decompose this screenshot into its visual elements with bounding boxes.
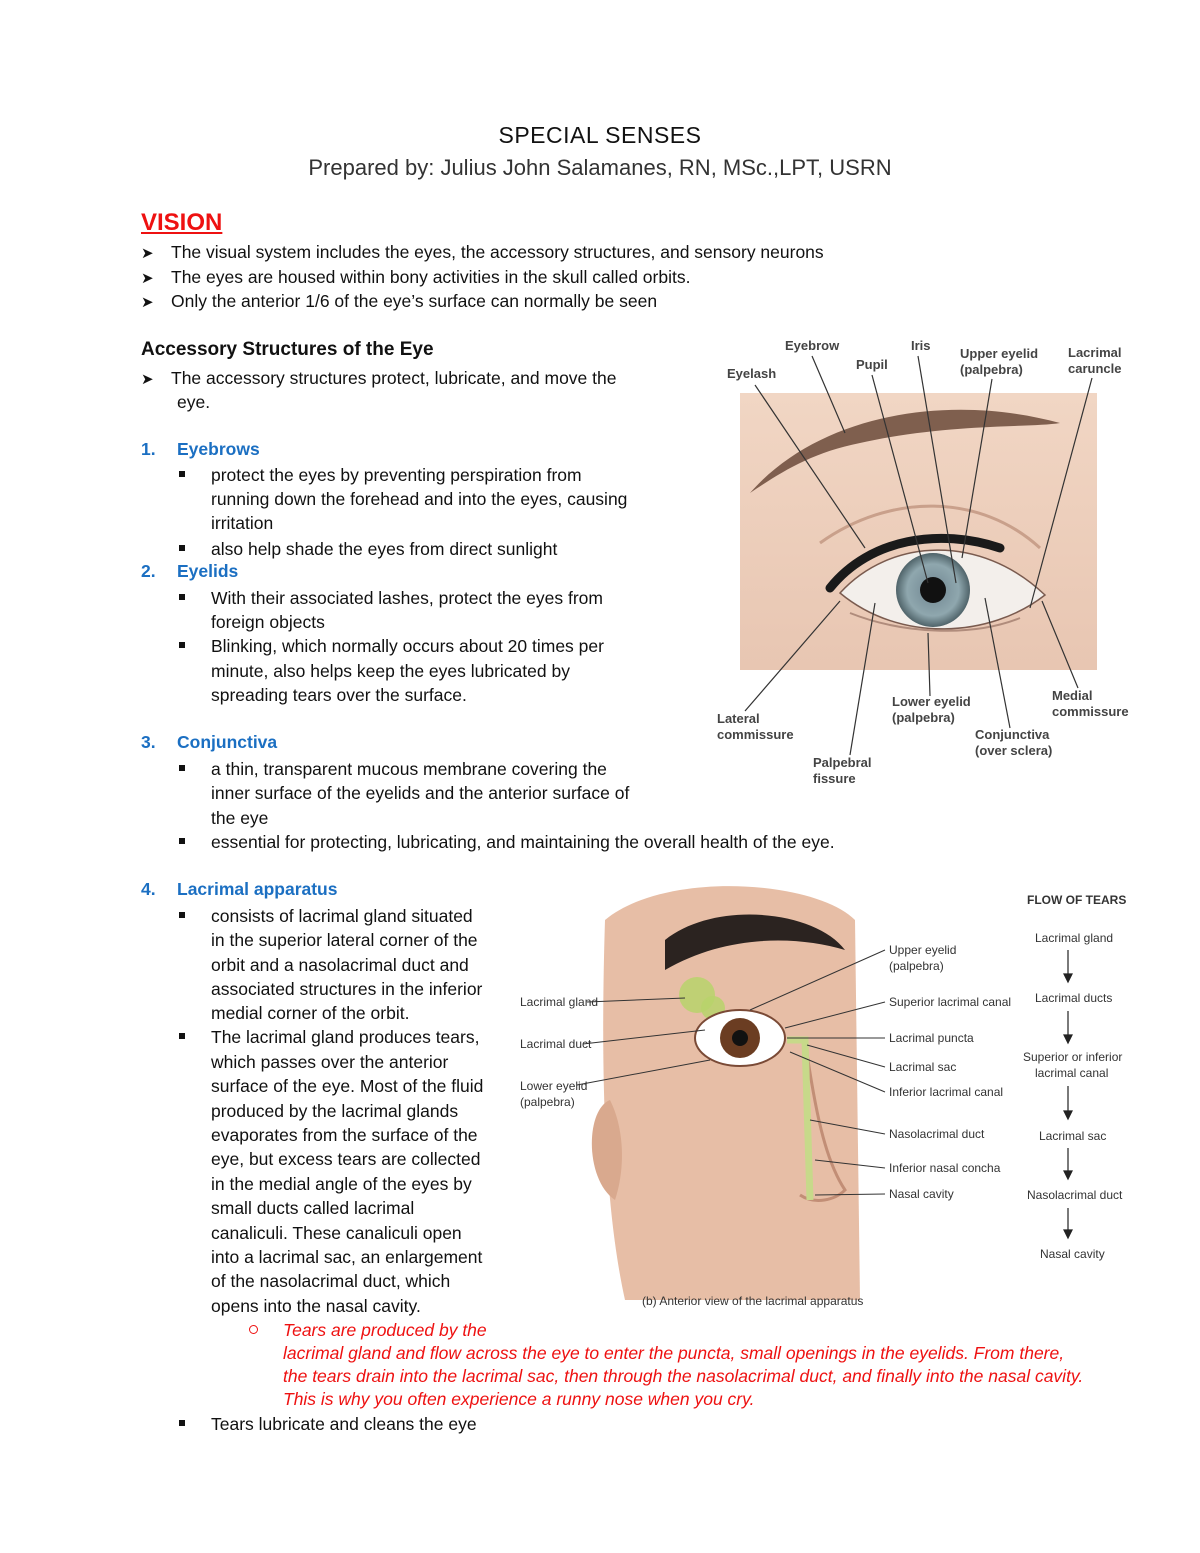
eye-diagram bbox=[700, 333, 1140, 793]
label-upper-eyelid: Upper eyelid bbox=[960, 346, 1039, 361]
text-line: medial corner of the orbit. bbox=[211, 1003, 410, 1023]
label-puncta: Lacrimal puncta bbox=[889, 1031, 974, 1045]
label-lacrimal-caruncle: Lacrimal bbox=[1068, 345, 1122, 360]
text-line: minute, also helps keep the eyes lubricated by bbox=[211, 661, 570, 681]
svg-text:(palpebra): (palpebra) bbox=[960, 362, 1023, 377]
flow-step: Lacrimal gland bbox=[1035, 931, 1114, 945]
square-bullet-icon bbox=[179, 642, 185, 648]
svg-text:commissure: commissure bbox=[1052, 704, 1129, 719]
lacrimal-diagram bbox=[515, 880, 1127, 1320]
svg-text:(palpebra): (palpebra) bbox=[892, 710, 955, 725]
label-palpebral-fissure: Palpebral bbox=[813, 755, 872, 770]
text-line: evaporates from the surface of the bbox=[211, 1125, 478, 1145]
text-line: associated structures in the inferior bbox=[211, 979, 483, 999]
svg-text:(palpebra): (palpebra) bbox=[889, 959, 944, 973]
text-line: which passes over the anterior bbox=[211, 1052, 449, 1072]
down-arrow-icon bbox=[1064, 1111, 1072, 1119]
text-line: a thin, transparent mucous membrane covering the bbox=[211, 759, 607, 779]
note-line: Tears are produced by the bbox=[283, 1320, 487, 1340]
svg-text:caruncle: caruncle bbox=[1068, 361, 1122, 376]
label-lacrimal-duct: Lacrimal duct bbox=[520, 1037, 592, 1051]
svg-text:commissure: commissure bbox=[717, 727, 794, 742]
svg-text:lacrimal canal: lacrimal canal bbox=[1035, 1066, 1109, 1080]
text-line: small ducts called lacrimal bbox=[211, 1198, 415, 1218]
eyebrows-heading: 1. Eyebrows bbox=[141, 439, 260, 459]
svg-text:fissure: fissure bbox=[813, 771, 856, 786]
figure-caption: (b) Anterior view of the lacrimal apparatus bbox=[642, 1294, 864, 1308]
flow-step: Nasolacrimal duct bbox=[1027, 1188, 1123, 1202]
label-lacrimal-gland: Lacrimal gland bbox=[520, 995, 599, 1009]
label-medial-commissure: Medial bbox=[1052, 688, 1093, 703]
label-lacrimal-sac: Lacrimal sac bbox=[889, 1060, 957, 1074]
text-line: foreign objects bbox=[211, 612, 325, 632]
text-line: into a lacrimal sac, an enlargement bbox=[211, 1247, 483, 1267]
label-lower-eyelid: Lower eyelid bbox=[520, 1079, 588, 1093]
square-bullet-icon bbox=[179, 1033, 185, 1039]
label-upper-eyelid: Upper eyelid bbox=[889, 943, 957, 957]
arrow-bullet-icon: ➤ bbox=[141, 245, 154, 262]
text-line: in the superior lateral corner of the bbox=[211, 930, 478, 950]
note-line: the tears drain into the lacrimal sac, then through the nasolacrimal duct, and finally into the nasal cavity. bbox=[283, 1366, 1084, 1386]
square-bullet-icon bbox=[179, 594, 185, 600]
text-line: produced by the lacrimal glands bbox=[211, 1101, 459, 1121]
svg-text:(palpebra): (palpebra) bbox=[520, 1095, 575, 1109]
square-bullet-icon bbox=[179, 471, 185, 477]
label-nasal-concha: Inferior nasal concha bbox=[889, 1161, 1001, 1175]
text-line: consists of lacrimal gland situated bbox=[211, 906, 473, 926]
label-eyelash: Eyelash bbox=[727, 366, 777, 381]
flow-step: Lacrimal sac bbox=[1039, 1129, 1107, 1143]
flow-step: Nasal cavity bbox=[1040, 1247, 1105, 1261]
label-nasal-cavity: Nasal cavity bbox=[889, 1187, 954, 1201]
pupil-shape bbox=[920, 577, 946, 603]
flow-step: Superior or inferior bbox=[1023, 1050, 1123, 1064]
text-line: eye, but excess tears are collected bbox=[211, 1149, 481, 1169]
square-bullet-icon bbox=[179, 765, 185, 771]
text-line: Blinking, which normally occurs about 20 times per bbox=[211, 636, 604, 656]
text-line: in the medial angle of the eyes by bbox=[211, 1174, 472, 1194]
label-lateral-commissure: Lateral bbox=[717, 711, 760, 726]
text-line: the eye bbox=[211, 808, 269, 828]
circle-bullet-icon bbox=[249, 1325, 258, 1334]
down-arrow-icon bbox=[1064, 1171, 1072, 1179]
page-title: SPECIAL SENSES bbox=[498, 122, 702, 148]
vision-bullet: ➤ The visual system includes the eyes, the accessory structures, and sensory neurons bbox=[141, 240, 824, 266]
section-heading: Accessory Structures of the Eye bbox=[141, 339, 434, 360]
text-line: orbit and a nasolacrimal duct and bbox=[211, 955, 469, 975]
arrow-bullet-icon: ➤ bbox=[141, 294, 154, 311]
text-line: spreading tears over the surface. bbox=[211, 685, 467, 705]
square-bullet-icon bbox=[179, 1420, 185, 1426]
text-line: opens into the nasal cavity. bbox=[211, 1296, 421, 1316]
page-subtitle: Prepared by: Julius John Salamanes, RN, MSc.,LPT, USRN bbox=[308, 155, 892, 180]
square-bullet-icon bbox=[179, 545, 185, 551]
svg-text:(over sclera): (over sclera) bbox=[975, 743, 1053, 758]
vision-heading: VISION bbox=[141, 209, 223, 236]
flow-step: Lacrimal ducts bbox=[1035, 991, 1113, 1005]
text-line: With their associated lashes, protect the eyes from bbox=[211, 588, 603, 608]
note-line: This is why you often experience a runny nose when you cry. bbox=[283, 1389, 755, 1409]
text-line: running down the forehead and into the eyes, causing bbox=[211, 489, 628, 509]
label-nasolacrimal-duct: Nasolacrimal duct bbox=[889, 1127, 985, 1141]
arrow-bullet-icon: ➤ bbox=[141, 270, 154, 287]
label-lower-eyelid: Lower eyelid bbox=[892, 694, 971, 709]
label-eyebrow: Eyebrow bbox=[785, 338, 840, 353]
flow-title: FLOW OF TEARS bbox=[1027, 893, 1127, 907]
text-line: protect the eyes by preventing perspiration from bbox=[211, 465, 582, 485]
text-line: of the nasolacrimal duct, which bbox=[211, 1271, 451, 1291]
face-illustration bbox=[603, 886, 860, 1300]
square-bullet-icon bbox=[179, 838, 185, 844]
label-superior-canal: Superior lacrimal canal bbox=[889, 995, 1012, 1009]
vision-bullet: ➤ The eyes are housed within bony activities in the skull called orbits. bbox=[141, 265, 690, 291]
text-line: inner surface of the eyelids and the anterior surface of bbox=[211, 783, 630, 803]
text-line: also help shade the eyes from direct sunlight bbox=[211, 539, 558, 559]
note-line: lacrimal gland and flow across the eye to enter the puncta, small openings in the eyelids. From there, bbox=[283, 1343, 1065, 1363]
arrow-bullet-icon: ➤ bbox=[141, 371, 154, 388]
square-bullet-icon bbox=[179, 912, 185, 918]
label-pupil: Pupil bbox=[856, 357, 888, 372]
text-line: Tears lubricate and cleans the eye bbox=[211, 1414, 477, 1434]
conjunctiva-heading: 3. Conjunctiva bbox=[141, 732, 278, 752]
eyelids-heading: 2. Eyelids bbox=[141, 561, 239, 581]
label-inferior-canal: Inferior lacrimal canal bbox=[889, 1085, 1004, 1099]
text-line: surface of the eye. Most of the fluid bbox=[211, 1076, 484, 1096]
text-line: The lacrimal gland produces tears, bbox=[211, 1027, 480, 1047]
down-arrow-icon bbox=[1064, 974, 1072, 982]
label-conjunctiva: Conjunctiva bbox=[975, 727, 1050, 742]
vision-bullet: ➤ Only the anterior 1/6 of the eye’s surface can normally be seen bbox=[141, 289, 657, 315]
down-arrow-icon bbox=[1064, 1230, 1072, 1238]
accessory-intro: ➤ The accessory structures protect, lubricate, and move the bbox=[141, 366, 616, 392]
text-line: irritation bbox=[211, 513, 274, 533]
down-arrow-icon bbox=[1064, 1035, 1072, 1043]
text-line: canaliculi. These canaliculi open bbox=[211, 1223, 462, 1243]
lacrimal-heading: 4. Lacrimal apparatus bbox=[141, 879, 338, 899]
label-iris: Iris bbox=[911, 338, 931, 353]
accessory-intro-cont: eye. bbox=[177, 392, 211, 412]
text-line: essential for protecting, lubricating, and maintaining the overall health of the eye. bbox=[211, 832, 835, 852]
